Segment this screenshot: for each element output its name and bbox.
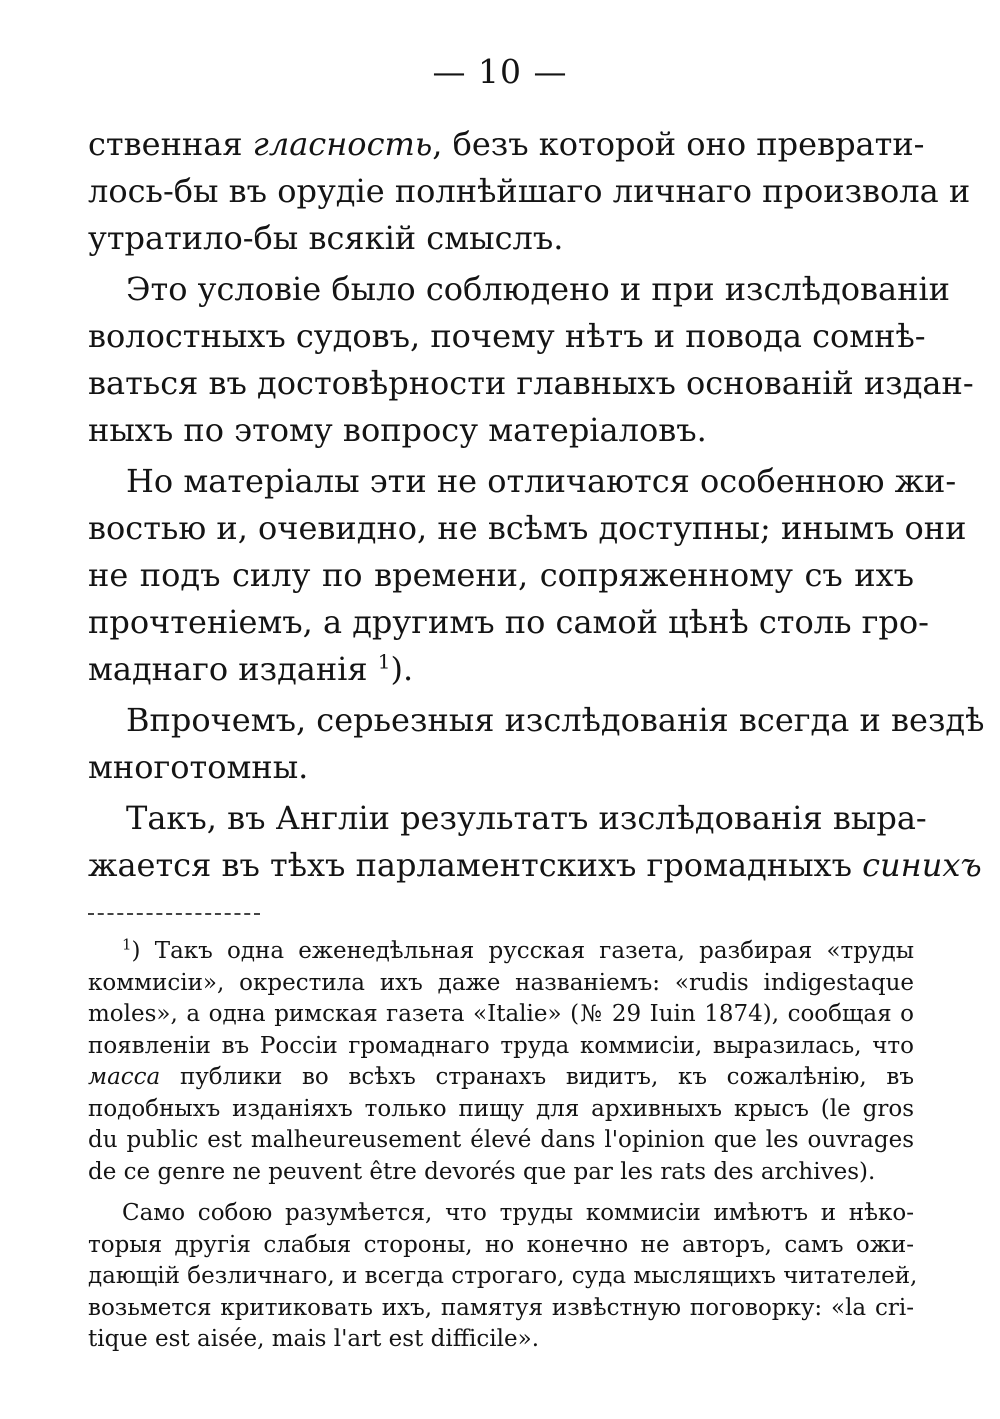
page-number: — 10 — bbox=[432, 52, 568, 91]
footnote-line bbox=[88, 1198, 914, 1230]
text-run: moles», а одна римская газета «Italie» (№ 29 Iuin 1874), сообщая о bbox=[88, 1001, 914, 1027]
text-run: лось-бы въ орудіе полнѣйшаго личнаго произвола и bbox=[88, 172, 971, 210]
text-run: не подъ силу по времени, сопряженному съ ихъ bbox=[88, 556, 914, 594]
text-line bbox=[88, 697, 985, 744]
text-line bbox=[88, 121, 925, 168]
paragraph bbox=[88, 266, 974, 454]
footnote-line bbox=[88, 968, 914, 1000]
emphasis-text: гласность bbox=[252, 125, 433, 163]
footnote-line bbox=[88, 1094, 914, 1126]
footnote-line bbox=[88, 1062, 914, 1094]
text-line bbox=[88, 646, 914, 693]
text-line bbox=[88, 744, 914, 791]
paragraph bbox=[88, 121, 971, 262]
text-run: Такъ, въ Англіи результатъ изслѣдованія выра- bbox=[126, 799, 927, 837]
footnote bbox=[88, 936, 914, 1188]
text-run: Само собою разумѣется, что труды коммисіи имѣютъ и нѣко- bbox=[122, 1200, 914, 1226]
text-run: ваться въ достовѣрности главныхъ основаній издан- bbox=[88, 364, 974, 402]
text-line bbox=[88, 313, 926, 360]
emphasis-text: синихъ bbox=[862, 846, 982, 884]
text-run: утратило-бы всякій смыслъ. bbox=[88, 219, 564, 257]
text-run: востью и, очевидно, не всѣмъ доступны; инымъ они bbox=[88, 509, 967, 547]
text-line bbox=[88, 407, 914, 454]
footnote-line bbox=[88, 1324, 914, 1356]
paragraph bbox=[88, 458, 967, 693]
text-line bbox=[88, 552, 914, 599]
paragraph bbox=[88, 795, 982, 889]
paragraph bbox=[88, 697, 985, 791]
text-line bbox=[88, 842, 982, 889]
text-run: торыя другія слабыя стороны, но конечно не авторъ, самъ ожи- bbox=[88, 1231, 914, 1258]
text-run: жается въ тѣхъ парламентскихъ громадныхъ bbox=[88, 846, 863, 884]
text-run: ) Такъ одна еженедѣльная русская газета, разбирая «труды bbox=[131, 938, 914, 964]
emphasis-text: масса bbox=[88, 1064, 161, 1090]
text-line bbox=[88, 168, 971, 215]
text-run: Но матеріалы эти не отличаются особенною жи- bbox=[126, 462, 957, 500]
text-run: публики во всѣхъ странахъ видитъ, къ сожалѣнію, въ bbox=[160, 1064, 914, 1090]
footnotes bbox=[88, 935, 918, 1356]
text-run: прочтеніемъ, а другимъ по самой цѣнѣ столь гро- bbox=[88, 603, 929, 641]
text-line bbox=[88, 599, 929, 646]
text-run: Впрочемъ, серьезныя изслѣдованія всегда и вездѣ bbox=[126, 701, 985, 739]
text-run: du public est malheureusement élevé dans l'opinion que les ouvrages bbox=[88, 1127, 914, 1153]
main-text bbox=[88, 121, 985, 889]
text-run: подобныхъ изданіяхъ только пищу для архивныхъ крысъ (le gros bbox=[88, 1095, 914, 1122]
text-line bbox=[88, 360, 974, 407]
footnote-line bbox=[88, 1031, 914, 1063]
footnote bbox=[88, 1198, 918, 1356]
footnote-line bbox=[88, 1125, 914, 1157]
footnote-line bbox=[88, 1157, 914, 1189]
text-run: появленіи въ Россіи громаднаго труда коммисіи, выразилась, что bbox=[88, 1032, 914, 1059]
text-run: многотомны. bbox=[88, 748, 309, 786]
text-run: возьмется критиковать ихъ, памятуя извѣстную поговорку: «la cri- bbox=[88, 1294, 914, 1321]
footnote-line bbox=[88, 1261, 918, 1293]
text-run: ственная bbox=[88, 125, 253, 163]
text-line bbox=[88, 458, 957, 505]
footnote-marker: 1 bbox=[377, 649, 391, 674]
footnote-marker: 1 bbox=[122, 935, 132, 954]
text-run: , безъ которой оно преврати- bbox=[432, 125, 925, 163]
footnote-line bbox=[88, 1230, 914, 1262]
text-run: tique est aisée, mais l'art est difficile». bbox=[88, 1326, 540, 1352]
footnote-line bbox=[88, 999, 914, 1031]
text-run: коммисіи», окрестила ихъ даже названіемъ: «rudis indigestaque bbox=[88, 969, 914, 996]
text-run: ). bbox=[390, 650, 414, 688]
text-line bbox=[88, 505, 967, 552]
paragraph-gap bbox=[88, 1188, 914, 1198]
text-run: Это условіе было соблюдено и при изслѣдованіи bbox=[126, 270, 950, 308]
text-line bbox=[88, 215, 914, 262]
text-run: ныхъ по этому вопросу матеріаловъ. bbox=[88, 411, 707, 449]
text-run: маднаго изданія bbox=[88, 650, 378, 688]
footnote-line bbox=[88, 1293, 914, 1325]
text-run: волостныхъ судовъ, почему нѣтъ и повода сомнѣ- bbox=[88, 317, 926, 355]
footnote-line bbox=[88, 936, 914, 968]
footnote-separator bbox=[88, 913, 260, 915]
text-run: de ce genre ne peuvent être devorés que par les rats des archives). bbox=[88, 1158, 876, 1185]
text-line bbox=[88, 795, 927, 842]
text-line bbox=[88, 266, 950, 313]
text-run: дающій безличнаго, и всегда строгаго, суда мыслящихъ читателей, bbox=[88, 1263, 918, 1289]
